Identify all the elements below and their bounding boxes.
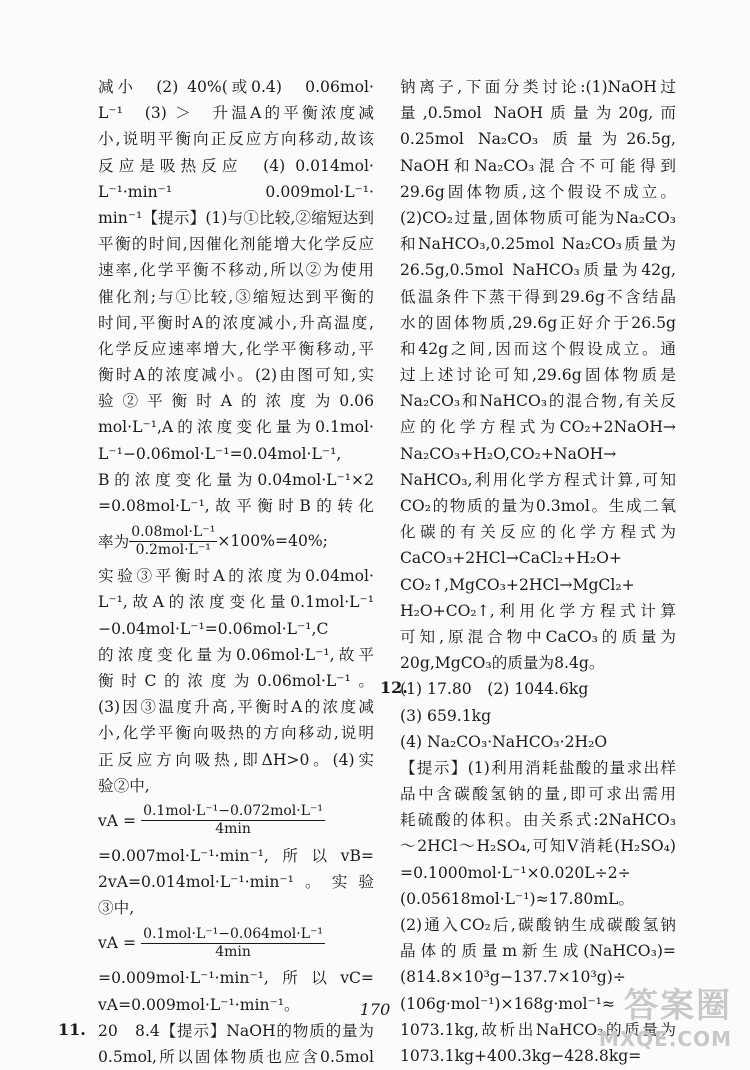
text-line: 量,0.5mol NaOH质量为20g,而 bbox=[400, 104, 676, 123]
text-line: 29.6g固体物质,这个假设不成立。 bbox=[400, 182, 676, 201]
text-line: 小,化学平衡向吸热的方向移动,说明 bbox=[98, 724, 374, 743]
text-line: (4) Na₂CO₃·NaHCO₃·2H₂O bbox=[400, 732, 608, 751]
text-line: NaOH和Na₂CO₃混合不可能得到 bbox=[400, 156, 676, 175]
fraction: $\frac{\text{0.1mol·L⁻¹−0.072mol·L⁻¹}}{4\min}$ bbox=[143, 803, 323, 838]
text-line: 20g,MgCO₃的质量为8.4g。 bbox=[400, 654, 605, 673]
text-line: 实验③平衡时A的浓度为0.04mol· bbox=[98, 567, 374, 586]
text-line: B的浓度变化量为0.04mol·L⁻¹×2 bbox=[98, 470, 374, 489]
text-line: 和42g之间,因而这个假设成立。通 bbox=[400, 339, 676, 358]
question-11 bbox=[58, 1018, 374, 1070]
text-line: 速率,化学平衡不移动,所以②为使用 bbox=[98, 261, 374, 280]
text-line: CO₂↑,MgCO₃+2HCl→MgCl₂+ bbox=[400, 575, 635, 594]
watermark-logo: 答案圈 MXQE.COM bbox=[598, 986, 732, 1051]
text-line: Na₂CO₃和NaHCO₃的混合物,有关反 bbox=[400, 392, 676, 411]
text-line: L⁻¹,故A的浓度变化量0.1mol·L⁻¹ bbox=[98, 593, 374, 612]
fraction: $\frac{\text{0.1mol·L⁻¹−0.064mol·L⁻¹}}{4\min}$ bbox=[143, 925, 323, 960]
text-line: CO₂的物质的量为0.3mol。生成二氧 bbox=[400, 497, 676, 515]
text-line: 正反应方向吸热,即ΔH>0。(4)实 bbox=[98, 750, 374, 769]
text-line: 验②中, bbox=[98, 776, 150, 795]
text-line: 的浓度变化量为0.06mol·L⁻¹,故平 bbox=[98, 645, 374, 664]
text-line: 品中含碳酸氢钠的量,即可求出需用 bbox=[400, 785, 676, 804]
text-line: (1) 17.80 (2) 1044.6kg bbox=[400, 680, 589, 699]
answer-block-11-cont bbox=[400, 74, 676, 676]
text-line: (814.8×10³g−137.7×10³g)÷ bbox=[400, 968, 626, 987]
text-line: 晶体的质量m新生成(NaHCO₃)= bbox=[400, 942, 676, 961]
text-line: 平衡的时间,因催化剂能增大化学反应 bbox=[98, 235, 374, 254]
text-line: 小,说明平衡向正反应方向移动,故该 bbox=[98, 130, 374, 149]
answer-block-10-cont2 bbox=[98, 843, 374, 922]
question-number: 11. bbox=[58, 1019, 86, 1039]
text-line: 0.25mol Na₂CO₃ 质量为26.5g, bbox=[400, 130, 676, 149]
text-line: 时间,平衡时A的浓度减小,升高温度, bbox=[98, 313, 374, 332]
text-line: (2)通入CO₂后,碳酸钠生成碳酸氢钠 bbox=[400, 916, 676, 934]
left-column bbox=[58, 74, 374, 1070]
text-line: vA=0.009mol·L⁻¹·min⁻¹。 bbox=[98, 995, 300, 1014]
text-line: =0.1000mol·L⁻¹×0.020L÷2÷ bbox=[400, 863, 631, 882]
text-line: 减小 (2) 40%(或0.4) 0.06mol· bbox=[98, 78, 374, 96]
text-line: CaCO₃+2HCl→CaCl₂+H₂O+ bbox=[400, 549, 622, 568]
text-line: 0.5mol,所以固体物质也应含0.5mol bbox=[98, 1048, 374, 1066]
text-line: 可知,原混合物中CaCO₃的质量为 bbox=[400, 627, 676, 646]
right-column bbox=[380, 74, 676, 1069]
text-line: 应的化学方程式为CO₂+2NaOH→ bbox=[400, 418, 676, 437]
text-line: 过上述讨论可知,29.6g固体物质是 bbox=[400, 366, 676, 385]
fraction: $\frac{\text{0.08mol·L⁻¹}}{\text{0.2mol·L⁻¹}}$ bbox=[131, 523, 216, 558]
text-line: 催化剂;与①比较,③缩短达到平衡的 bbox=[98, 287, 374, 306]
text-line: 反应是吸热反应 (4) 0.014mol· bbox=[98, 156, 374, 175]
fraction-line-va1: vA = $\frac{\text{0.1mol·L⁻¹−0.072mol·L⁻¹}}{4\min}$ bbox=[98, 803, 323, 838]
text-line: NaHCO₃,利用化学方程式计算,可知 bbox=[400, 470, 676, 489]
text-line: (106g·mol⁻¹)×168g·mol⁻¹≈ bbox=[400, 994, 615, 1013]
text-line: mol·L⁻¹,A的浓度变化量为0.1mol· bbox=[98, 418, 374, 437]
text-line: 2vA=0.014mol·L⁻¹·min⁻¹。实验 bbox=[98, 873, 374, 892]
text-line: H₂O+CO₂↑,利用化学方程式计算 bbox=[400, 601, 676, 620]
text-line: L⁻¹·min⁻¹ 0.009mol·L⁻¹· bbox=[98, 182, 374, 201]
text-line: =0.08mol·L⁻¹,故平衡时B的转化 bbox=[98, 497, 374, 515]
text-line: 钠离子,下面分类讨论:(1)NaOH过 bbox=[400, 78, 676, 96]
text-line: 耗硫酸的体积。由关系式:2NaHCO₃ bbox=[400, 811, 676, 830]
text-line: 20 8.4【提示】NaOH的物质的量为 bbox=[98, 1021, 374, 1040]
answer-block-10-cont bbox=[98, 563, 374, 799]
text-line: 低温条件下蒸干得到29.6g不含结晶 bbox=[400, 287, 676, 306]
text-line: (0.05618mol·L⁻¹)≈17.80mL。 bbox=[400, 889, 635, 908]
text-line: ～2HCl～H₂SO₄,可知V消耗(H₂SO₄) bbox=[400, 837, 676, 856]
text-line: 【提示】(1)利用消耗盐酸的量求出样 bbox=[400, 758, 676, 777]
text-line: 验②平衡时A的浓度为0.06 bbox=[98, 392, 374, 411]
text-line: 水的固体物质,29.6g正好介于26.5g bbox=[400, 313, 676, 332]
text-line: min⁻¹【提示】(1)与①比较,②缩短达到 bbox=[98, 208, 374, 227]
text-line: =0.007mol·L⁻¹·min⁻¹,所以vB= bbox=[98, 846, 374, 865]
text-line: ③中, bbox=[98, 899, 135, 918]
text-line: 衡时C的浓度为0.06mol·L⁻¹。 bbox=[98, 671, 374, 690]
text-line: 26.5g,0.5mol NaHCO₃质量为42g, bbox=[400, 261, 676, 280]
question-number: 12. bbox=[380, 678, 408, 698]
text-line: 1073.1kg,故析出NaHCO₃的质量为 bbox=[400, 1020, 676, 1039]
text-line: 化碳的有关反应的化学方程式为 bbox=[400, 523, 676, 542]
text-line: −0.04mol·L⁻¹=0.06mol·L⁻¹,C bbox=[98, 619, 329, 638]
text-line: 化学反应速率增大,化学平衡移动,平 bbox=[98, 339, 374, 358]
page-number: 170 bbox=[359, 1000, 391, 1019]
answer-block-10 bbox=[98, 74, 374, 519]
fraction-line-conversion: 率为 $\frac{\text{0.08mol·L⁻¹}}{\text{0.2mol·L⁻¹}}$ ×100%=40%; bbox=[98, 523, 328, 558]
text-line: =0.009mol·L⁻¹·min⁻¹,所以vC= bbox=[98, 969, 374, 988]
text-line: L⁻¹−0.06mol·L⁻¹=0.04mol·L⁻¹, bbox=[98, 444, 342, 463]
text-line: L⁻¹ (3) ＞ 升温A的平衡浓度减 bbox=[98, 104, 374, 123]
text-line: (3) 659.1kg bbox=[400, 706, 492, 725]
text-line: (2)CO₂过量,固体物质可能为Na₂CO₃ bbox=[400, 208, 676, 227]
text-line: (3)因③温度升高,平衡时A的浓度减 bbox=[98, 698, 374, 717]
text-line: 和NaHCO₃,0.25mol Na₂CO₃质量为 bbox=[400, 235, 676, 254]
text-line: Na₂CO₃+H₂O,CO₂+NaOH→ bbox=[400, 444, 617, 463]
text-line: 衡时A的浓度减小。(2)由图可知,实 bbox=[98, 366, 374, 385]
fraction-line-va2: vA = $\frac{\text{0.1mol·L⁻¹−0.064mol·L⁻¹}}{4\min}$ bbox=[98, 925, 323, 960]
text-line: 1073.1kg+400.3kg−428.8kg= bbox=[400, 1046, 642, 1065]
